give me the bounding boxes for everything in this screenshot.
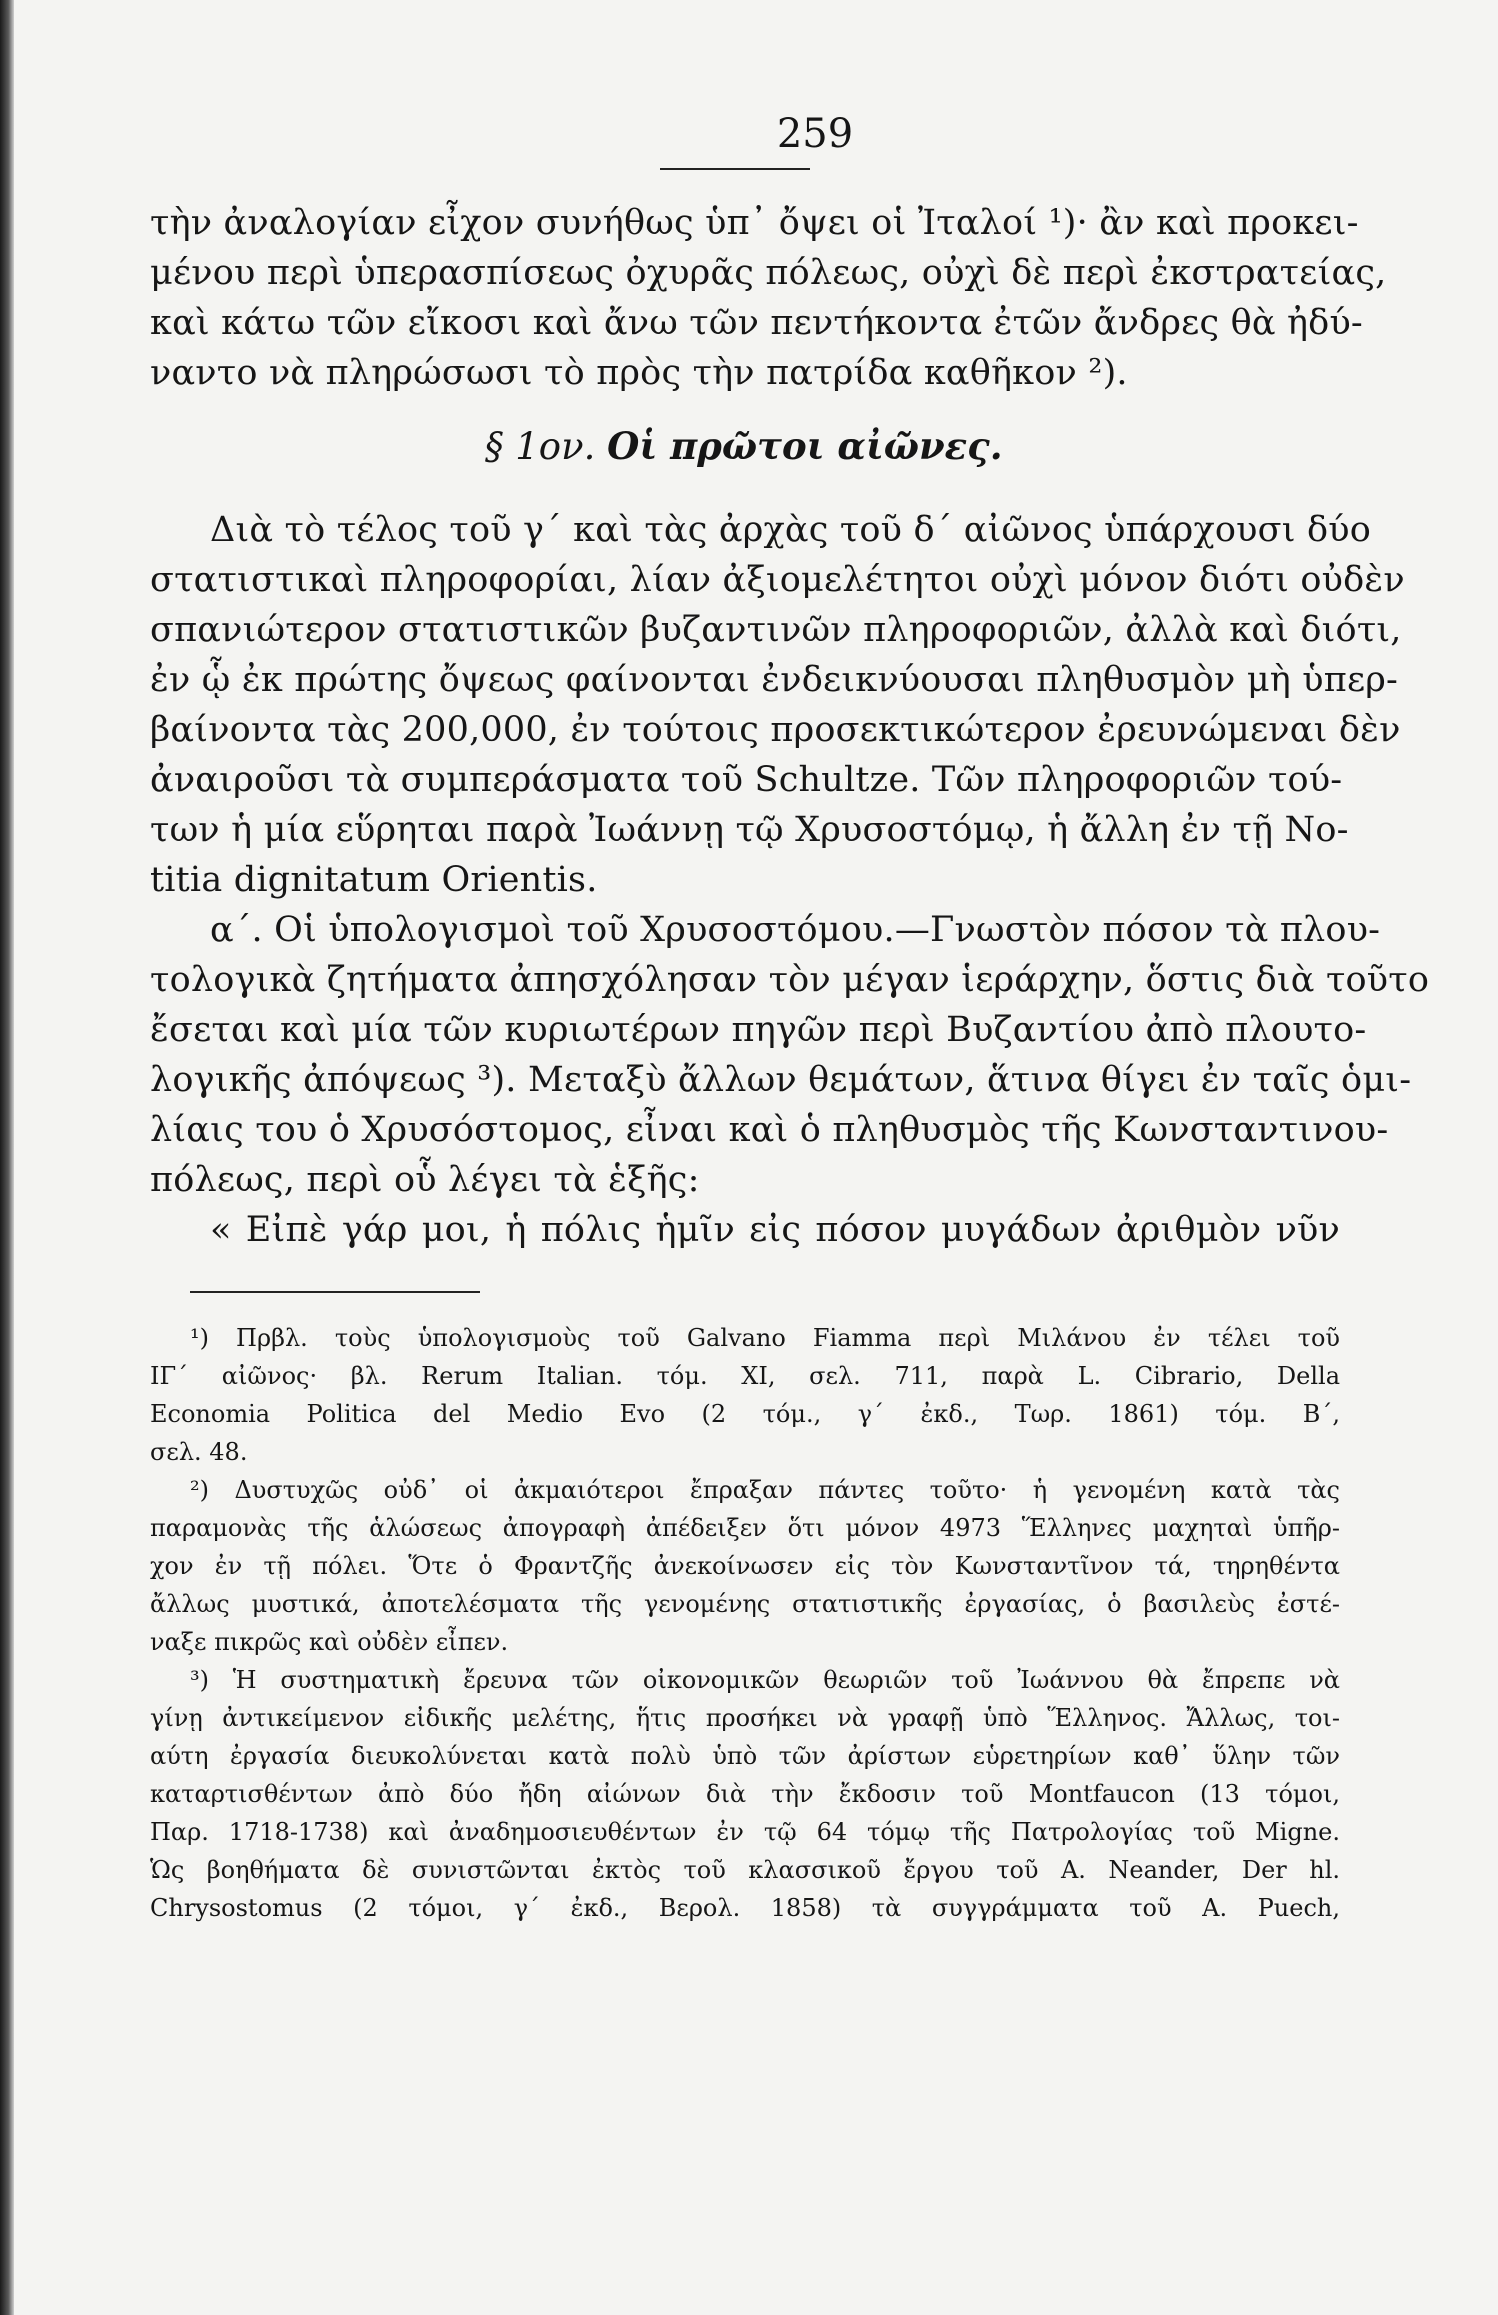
footnote-line: ³) Ἡ συστηματικὴ ἔρευνα τῶν οἰκονομικῶν θεωριῶν τοῦ Ἰωάννου θὰ ἔπρεπε νὰ (190, 1666, 1340, 1694)
footnote-line: ναξε πικρῶς καὶ οὐδὲν εἶπεν. (150, 1628, 509, 1656)
book-page (150, 110, 1430, 1927)
text-line: σπανιώτερον στατιστικῶν βυζαντινῶν πληροφοριῶν, ἀλλὰ καὶ διότι, (150, 610, 1402, 650)
footnote-line: ¹) Πρβλ. τοὺς ὑπολογισμοὺς τοῦ Galvano Fiamma περὶ Μιλάνου ἐν τέλει τοῦ (190, 1324, 1340, 1352)
page-number: 259 (776, 111, 854, 157)
text-line: ἀναιροῦσι τὰ συμπεράσματα τοῦ Schultze. Τῶν πληροφοριῶν τού- (150, 760, 1343, 800)
section-symbol: § 1ον. (485, 425, 596, 468)
footnote-line: γίνῃ ἀντικείμενον εἰδικῆς μελέτης, ἥτις προσήκει νὰ γραφῇ ὑπὸ Ἕλληνος. Ἄλλως, τοι- (150, 1704, 1340, 1732)
footnote-line: παραμονὰς τῆς ἁλώσεως ἀπογραφὴ ἀπέδειξεν ὅτι μόνον 4973 Ἕλληνες μαχηταὶ ὑπῆρ- (150, 1514, 1340, 1542)
section-title: Οἱ πρῶτοι αἰῶνες. (607, 424, 1003, 468)
footnote-line: σελ. 48. (150, 1438, 248, 1466)
text-line: Διὰ τὸ τέλος τοῦ γ´ καὶ τὰς ἀρχὰς τοῦ δ´ αἰῶνος ὑπάρχουσι δύο (210, 510, 1371, 550)
text-line: των ἡ μία εὕρηται παρὰ Ἰωάννῃ τῷ Χρυσοστόμῳ, ἡ ἄλλη ἐν τῇ No- (150, 810, 1349, 850)
quotation-line: « Εἰπὲ γάρ μοι, ἡ πόλις ἡμῖν εἰς πόσον μυγάδων ἀριθμὸν νῦν (210, 1210, 1340, 1250)
text-line: ἐν ᾧ ἐκ πρώτης ὄψεως φαίνονται ἐνδεικνύουσαι πληθυσμὸν μὴ ὑπερ- (150, 660, 1399, 700)
text-line: titia dignitatum Orientis. (150, 860, 598, 900)
paragraph-1 (150, 505, 1405, 905)
page-number-rule (660, 168, 810, 170)
text-line: καὶ κάτω τῶν εἴκοσι καὶ ἄνω τῶν πεντήκοντα ἐτῶν ἄνδρες θὰ ἠδύ- (150, 303, 1363, 343)
text-line: τολογικὰ ζητήματα ἀπησχόλησαν τὸν μέγαν ἱεράρχην, ὅστις διὰ τοῦτο (150, 960, 1430, 1000)
footnote-2 (150, 1471, 1340, 1661)
opening-text (150, 198, 1387, 398)
footnote-line: καταρτισθέντων ἀπὸ δύο ἤδη αἰώνων διὰ τὴν ἔκδοσιν τοῦ Montfaucon (13 τόμοι, (150, 1780, 1340, 1808)
footnote-line: ἄλλως μυστικά, ἀποτελέσματα τῆς γενομένης στατιστικῆς ἐργασίας, ὁ βασιλεὺς ἐστέ- (150, 1590, 1340, 1618)
footnote-line: αύτη ἐργασία διευκολύνεται κατὰ πολὺ ὑπὸ τῶν ἀρίστων εὑρετηρίων καθ᾽ ὕλην τῶν (150, 1742, 1340, 1770)
footnote-line: χον ἐν τῇ πόλει. Ὅτε ὁ Φραντζῆς ἀνεκοίνωσεν εἰς τὸν Κωνσταντῖνον τά, τηρηθέντα (150, 1552, 1340, 1580)
footnote-line: ²) Δυστυχῶς οὐδ᾽ οἱ ἀκμαιότεροι ἔπραξαν πάντες τοῦτο· ἡ γενομένη κατὰ τὰς (190, 1476, 1340, 1504)
paragraph-2 (150, 905, 1430, 1255)
text-line: τὴν ἀναλογίαν εἶχον συνήθως ὑπ᾽ ὄψει οἱ Ἰταλοί ¹)· ἂν καὶ προκει- (150, 203, 1359, 243)
text-line: λογικῆς ἀπόψεως ³). Μεταξὺ ἄλλων θεμάτων, ἅτινα θίγει ἐν ταῖς ὁμι- (150, 1060, 1412, 1100)
text-line: στατιστικαὶ πληροφορίαι, λίαν ἀξιομελέτητοι οὐχὶ μόνον διότι οὐδὲν (150, 560, 1405, 600)
footnote-3 (150, 1661, 1340, 1927)
text-line: πόλεως, περὶ οὗ λέγει τὰ ἑξῆς: (150, 1160, 700, 1200)
footnote-rule (190, 1291, 480, 1293)
section-heading (485, 416, 1340, 477)
footnote-line: Economia Politica del Medio Evo (2 τόμ., γ´ ἐκδ., Τωρ. 1861) τόμ. Β´, (150, 1400, 1340, 1428)
text-line: βαίνοντα τὰς 200,000, ἐν τούτοις προσεκτικώτερον ἐρευνώμεναι δὲν (150, 710, 1401, 750)
footnote-line: Ὡς βοηθήματα δὲ συνιστῶνται ἐκτὸς τοῦ κλασσικοῦ ἔργου τοῦ A. Neander, Der hl. (150, 1856, 1340, 1884)
text-line: λίαις του ὁ Χρυσόστομος, εἶναι καὶ ὁ πληθυσμὸς τῆς Κωνσταντινου- (150, 1110, 1389, 1150)
footnote-line: Chrysostomus (2 τόμοι, γ´ ἐκδ., Βερολ. 1858) τὰ συγγράμματα τοῦ A. Puech, (150, 1894, 1340, 1922)
footnote-line: ΙΓ´ αἰῶνος· βλ. Rerum Italian. τόμ. XI, σελ. 711, παρὰ L. Cibrario, Della (150, 1362, 1340, 1390)
text-line: α´. Οἱ ὑπολογισμοὶ τοῦ Χρυσοστόμου.—Γνωστὸν πόσον τὰ πλου- (210, 910, 1381, 950)
footnote-line: Παρ. 1718-1738) καὶ ἀναδημοσιευθέντων ἐν τῷ 64 τόμῳ τῆς Πατρολογίας τοῦ Migne. (150, 1818, 1340, 1846)
text-line: ναντο νὰ πληρώσωσι τὸ πρὸς τὴν πατρίδα καθῆκον ²). (150, 353, 1128, 393)
text-line: μένου περὶ ὑπερασπίσεως ὀχυρᾶς πόλεως, οὐχὶ δὲ περὶ ἐκστρατείας, (150, 253, 1387, 293)
book-binding-edge (0, 0, 14, 2315)
text-line: ἔσεται καὶ μία τῶν κυριωτέρων πηγῶν περὶ Βυζαντίου ἀπὸ πλουτο- (150, 1010, 1367, 1050)
footnote-1 (150, 1319, 1340, 1471)
